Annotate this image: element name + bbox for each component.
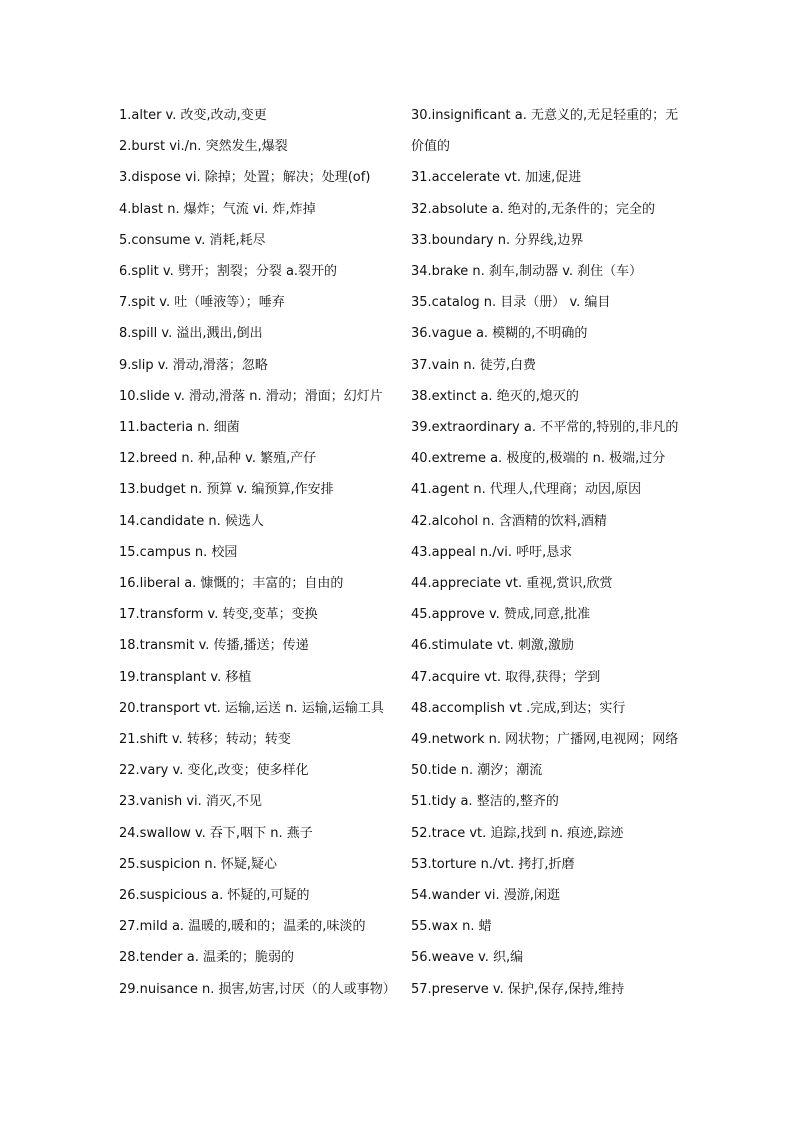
list-item: 20.transport vt. 运输,运送 n. 运输,运输工具 [119,700,384,716]
list-item: 13.budget n. 预算 v. 编预算,作安排 [119,482,334,498]
list-item: 10.slide v. 滑动,滑落 n. 滑动；滑面；幻灯片 [119,388,383,404]
list-item: 40.extreme a. 极度的,极端的 n. 极端,过分 [411,451,666,467]
right-column [411,100,681,1005]
list-item: 28.tender a. 温柔的；脆弱的 [119,950,294,966]
list-item: 25.suspicion n. 怀疑,疑心 [119,856,278,872]
list-item: 29.nuisance n. 损害,妨害,讨厌（的人或事物） [119,981,396,997]
list-item: 56.weave v. 织,编 [411,950,524,966]
list-item: 44.appreciate vt. 重视,赏识,欣赏 [411,576,613,592]
list-item: 17.transform v. 转变,变革；变换 [119,607,318,623]
list-item: 50.tide n. 潮汐；潮流 [411,763,543,779]
list-item: 12.breed n. 种,品种 v. 繁殖,产仔 [119,451,317,467]
list-item: 34.brake n. 刹车,制动器 v. 刹住（车） [411,264,643,280]
list-item: 5.consume v. 消耗,耗尽 [119,232,266,248]
list-item: 23.vanish vi. 消灭,不见 [119,794,263,810]
list-item: 36.vague a. 模糊的,不明确的 [411,326,588,342]
list-item: 38.extinct a. 绝灭的,熄灭的 [411,388,579,404]
list-item: 32.absolute a. 绝对的,无条件的；完全的 [411,201,656,217]
list-item: 41.agent n. 代理人,代理商；动因,原因 [411,482,642,498]
list-item: 43.appeal n./vi. 呼吁,恳求 [411,544,573,560]
list-item: 16.liberal a. 慷慨的；丰富的；自由的 [119,576,344,592]
list-item: 57.preserve v. 保护,保存,保持,维持 [411,981,625,997]
list-item: 53.torture n./vt. 拷打,折磨 [411,856,575,872]
list-item: 4.blast n. 爆炸；气流 vi. 炸,炸掉 [119,201,316,217]
list-item: 31.accelerate vt. 加速,促进 [411,170,582,186]
list-item: 30.insignificant a. 无意义的,无足轻重的；无价值的 [411,108,679,155]
list-item: 27.mild a. 温暖的,暖和的；温柔的,味淡的 [119,919,366,935]
list-item: 14.candidate n. 候选人 [119,513,264,529]
list-item: 6.split v. 劈开；割裂；分裂 a.裂开的 [119,264,338,280]
list-item: 1.alter v. 改变,改动,变更 [119,108,267,123]
list-item: 45.approve v. 赞成,同意,批准 [411,607,591,623]
list-item: 18.transmit v. 传播,播送；传递 [119,638,309,654]
list-item: 8.spill v. 溢出,溅出,倒出 [119,326,263,342]
list-item: 15.campus n. 校园 [119,544,238,560]
list-item: 21.shift v. 转移；转动；转变 [119,732,291,748]
list-item: 2.burst vi./n. 突然发生,爆裂 [119,139,288,155]
list-item: 22.vary v. 变化,改变；使多样化 [119,763,309,779]
list-item: 54.wander vi. 漫游,闲逛 [411,888,560,904]
list-item: 19.transplant v. 移植 [119,669,252,685]
list-item: 42.alcohol n. 含酒精的饮料,酒精 [411,513,607,529]
list-item: 51.tidy a. 整洁的,整齐的 [411,794,559,810]
list-item: 26.suspicious a. 怀疑的,可疑的 [119,888,310,904]
list-item: 24.swallow v. 吞下,咽下 n. 燕子 [119,825,313,841]
list-item: 49.network n. 网状物；广播网,电视网；网络 [411,732,679,748]
list-item: 9.slip v. 滑动,滑落；忽略 [119,357,268,373]
list-item: 37.vain n. 徒劳,白费 [411,357,536,373]
list-item: 35.catalog n. 目录（册） v. 编目 [411,295,611,311]
list-item: 39.extraordinary a. 不平常的,特别的,非凡的 [411,420,679,436]
list-item: 47.acquire vt. 取得,获得；学到 [411,669,601,685]
list-item: 52.trace vt. 追踪,找到 n. 痕迹,踪迹 [411,825,624,841]
list-item: 7.spit v. 吐（唾液等）；唾弃 [119,295,285,311]
list-item: 33.boundary n. 分界线,边界 [411,232,584,248]
list-item: 46.stimulate vt. 刺激,激励 [411,638,575,654]
list-item: 55.wax n. 蜡 [411,919,492,935]
list-item: 11.bacteria n. 细菌 [119,420,240,436]
list-item: 48.accomplish vt .完成,到达；实行 [411,700,626,716]
left-column [119,100,404,1005]
list-item: 3.dispose vi. 除掉；处置；解决；处理(of) [119,170,371,186]
